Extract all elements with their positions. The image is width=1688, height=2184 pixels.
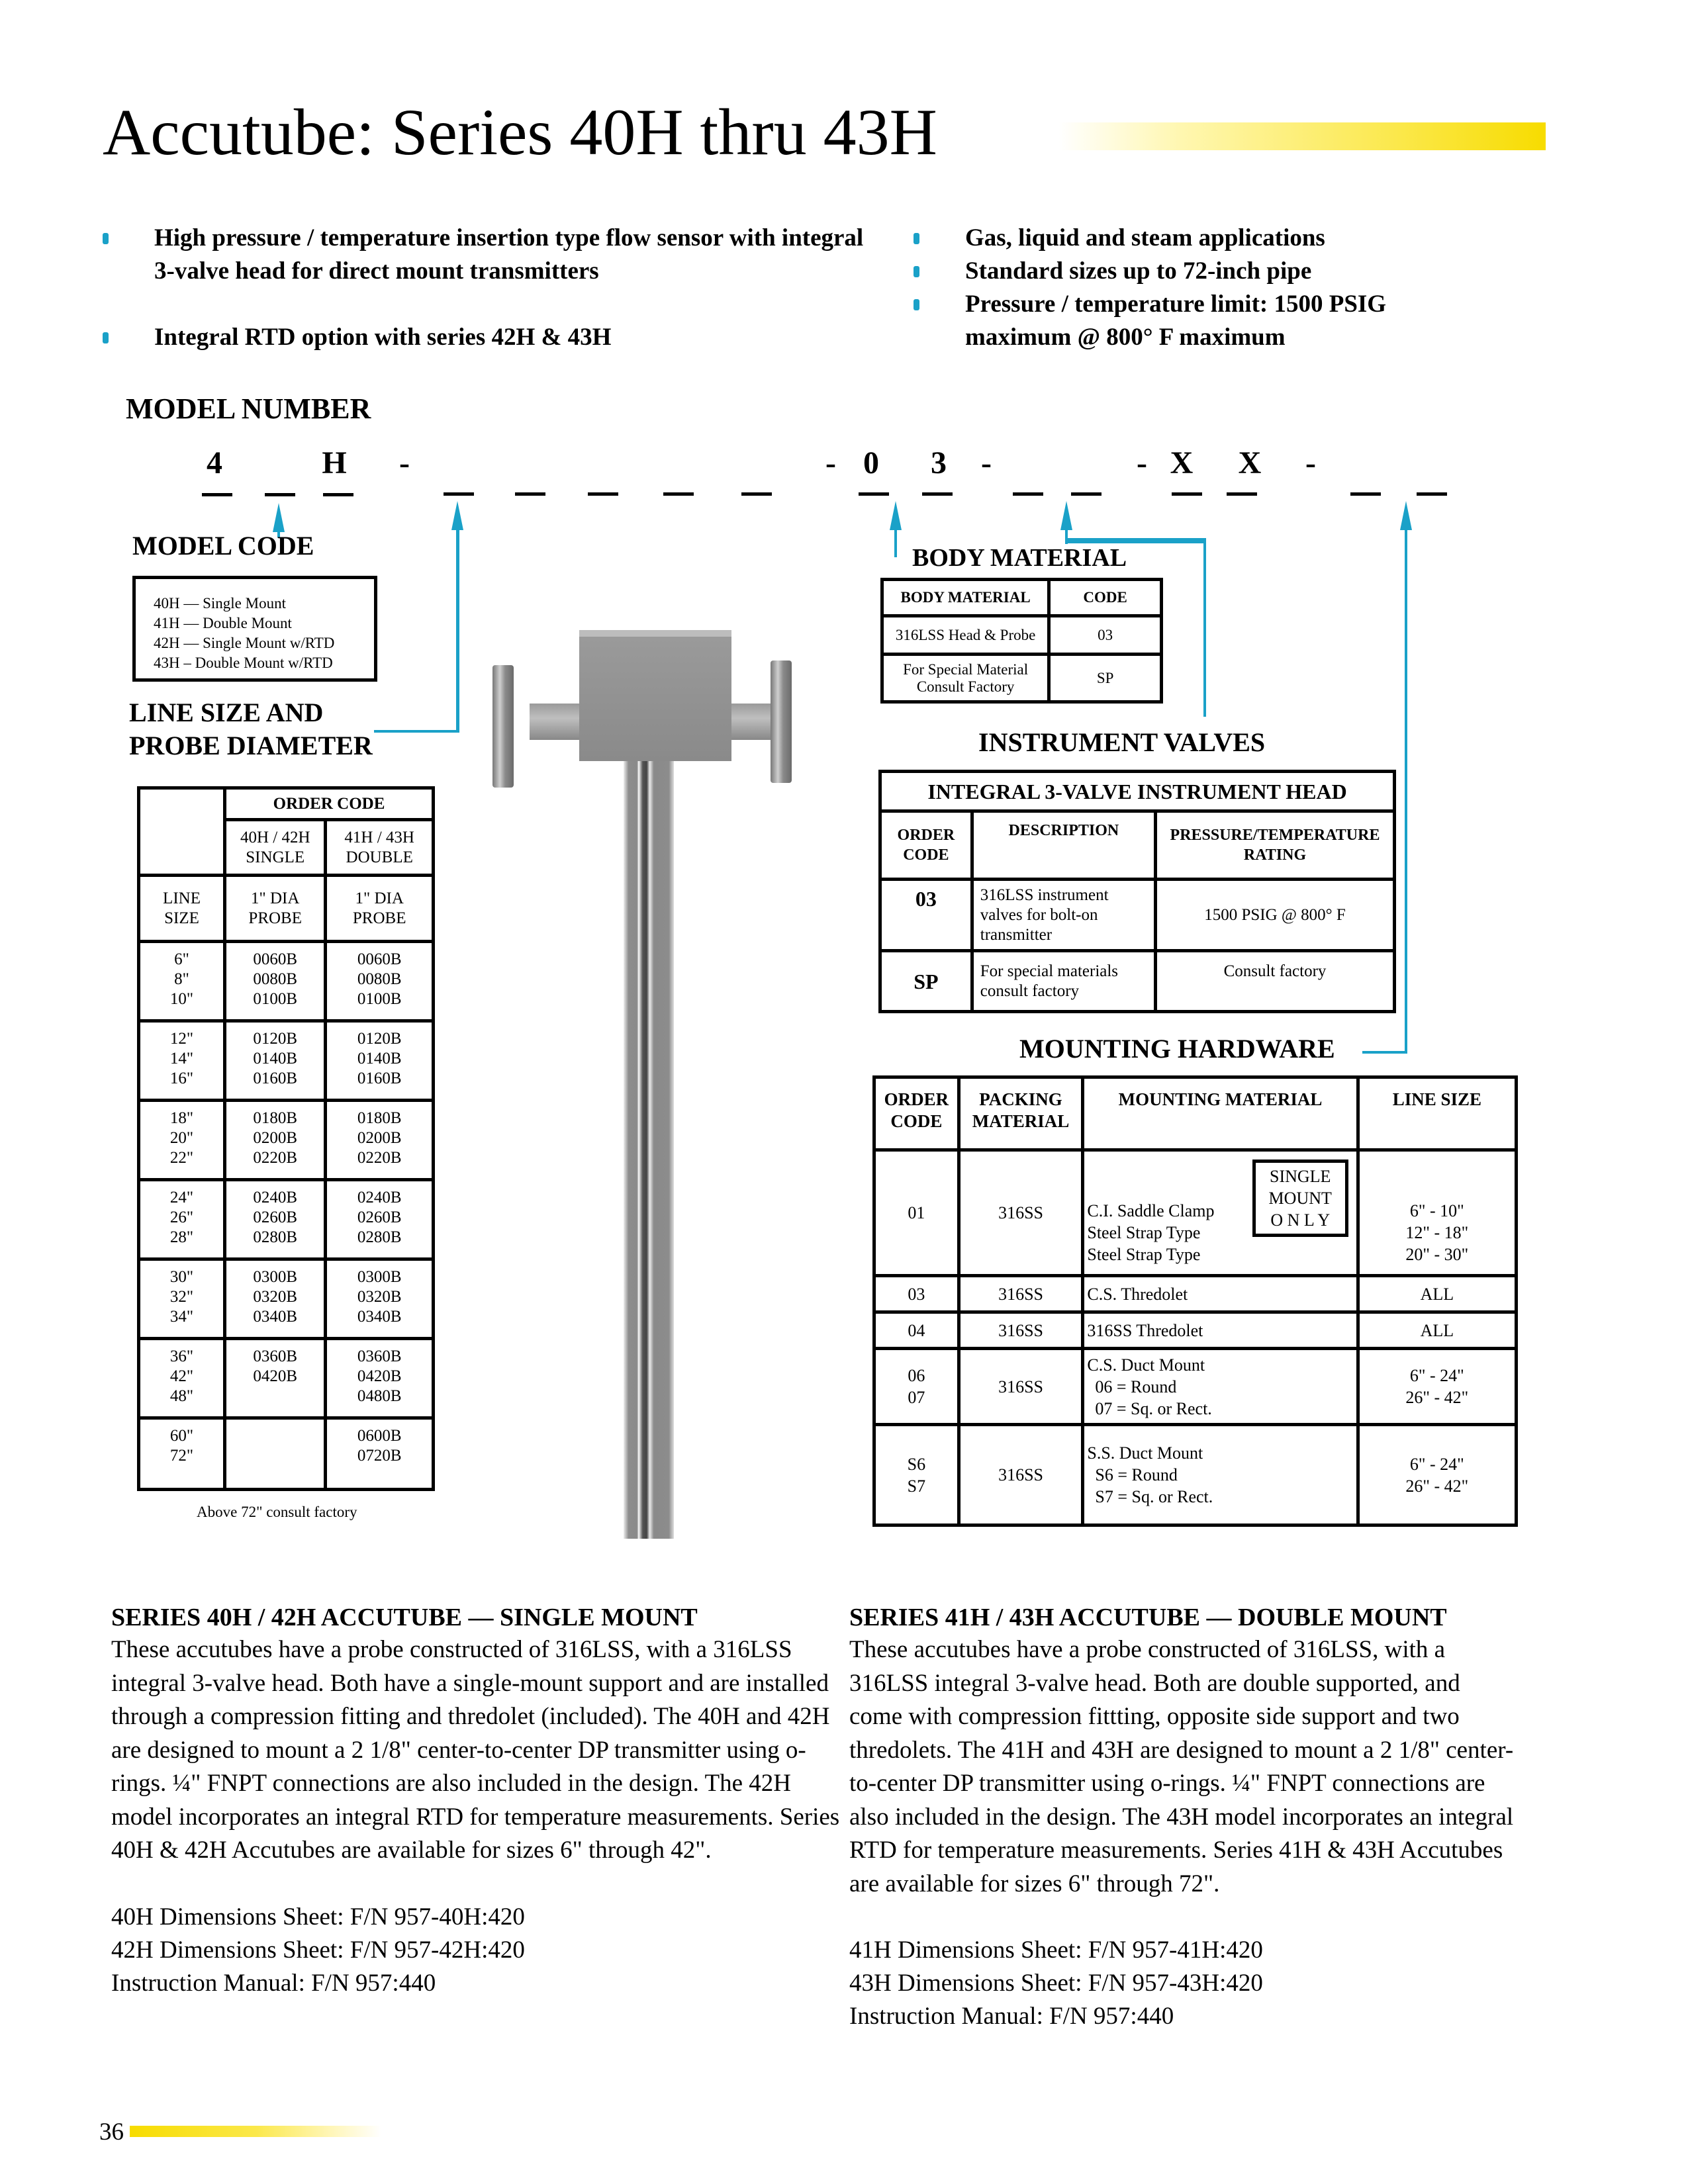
section-heading: SERIES 40H / 42H ACCUTUBE — SINGLE MOUNT [111,1604,698,1631]
model-blank [1227,492,1257,496]
column-header: PRESSURE/TEMPERATURE RATING [1156,811,1395,880]
single-mount-only-note: SINGLE MOUNT O N L Y [1252,1160,1348,1237]
double-code-cell: 0120B 0140B 0160B [326,1021,434,1101]
model-code-item: 43H – Double Mount w/RTD [154,655,333,671]
line-size-cell: 18" 20" 22" [139,1101,225,1180]
feature-item: High pressure / temperature insertion type flow sensor with integral 3-valve head for direct mount transmitters [103,222,864,288]
bullet-icon [914,299,919,310]
model-blank [1071,492,1102,496]
connector-line [374,730,459,733]
title-accent-bar [1059,122,1546,150]
mounting-material-cell: C.I. Saddle Clamp Steel Strap Type Steel Strap Type SINGLE MOUNT O N L Y [1083,1150,1358,1276]
line-size-header: LINE SIZE [139,876,225,942]
valve-handle [771,660,792,783]
table-row: For Special Material Consult Factory SP [882,655,1162,702]
model-blank [859,492,889,496]
packing-cell: 316SS [959,1425,1083,1525]
model-blank [444,492,474,496]
model-char: X [1170,445,1194,480]
order-code-cell: 03 [874,1276,959,1312]
reference-item: Instruction Manual: F/N 957:440 [849,2003,1174,2030]
model-code-item: 40H — Single Mount [154,595,286,612]
single-code-cell: 0120B 0140B 0160B [225,1021,326,1101]
body-material-table [880,578,1163,704]
arrow-up-icon [1400,501,1412,530]
packing-cell: 316SS [959,1150,1083,1276]
double-code-cell: 0360B 0420B 0480B [326,1339,434,1418]
table-row [874,1150,1517,1276]
order-code-cell: 04 [874,1312,959,1349]
model-code-heading: MODEL CODE [132,531,314,561]
order-code-cell: 01 [874,1150,959,1276]
model-char: X [1238,445,1262,480]
column-header: LINE SIZE [1358,1077,1516,1150]
line-size-row [139,1021,434,1101]
reference-item: 40H Dimensions Sheet: F/N 957-40H:420 [111,1903,525,1931]
double-code-cell: 0060B 0080B 0100B [326,942,434,1021]
double-mount-section [849,1602,1518,2033]
feature-item: Gas, liquid and steam applications [914,222,1509,255]
feature-item: Integral RTD option with series 42H & 43H [103,321,864,354]
bullet-icon [914,233,919,244]
single-code-cell: 0300B 0320B 0340B [225,1259,326,1339]
probe-diameter-heading: PROBE DIAMETER [129,731,373,760]
probe-stem [624,728,674,1539]
feature-item: Standard sizes up to 72-inch pipe [914,255,1509,288]
reference-item: 42H Dimensions Sheet: F/N 957-42H:420 [111,1936,525,1964]
reference-list [849,1934,1518,2033]
model-code-box [132,576,377,682]
order-code-cell: 06 07 [874,1349,959,1425]
column-header: ORDER CODE [880,811,972,880]
arrow-up-icon [1060,501,1072,530]
arrow-up-icon [890,501,902,530]
connector-line [456,527,459,733]
column-header: ORDER CODE [874,1077,959,1150]
body-material-heading: BODY MATERIAL [912,544,1127,572]
page-number: 36 [99,2118,124,2146]
mounting-material-cell: C.S. Thredolet [1083,1276,1358,1312]
table-row [874,1425,1517,1525]
model-blank [1172,492,1202,496]
line-size-cell: 6" 8" 10" [139,942,225,1021]
model-char: 4 [207,445,222,480]
valve-handle [492,665,514,788]
table-caption: INTEGRAL 3-VALVE INSTRUMENT HEAD [880,772,1395,811]
model-blank [202,493,232,496]
line-size-cell: 6" - 24" 26" - 42" [1358,1425,1516,1525]
single-code-cell: 0240B 0260B 0280B [225,1180,326,1259]
reference-item: 43H Dimensions Sheet: F/N 957-43H:420 [849,1970,1263,1997]
line-size-cell: 30" 32" 34" [139,1259,225,1339]
model-separator: - [399,445,410,480]
line-size-heading: LINE SIZE AND [129,698,324,727]
connector-line [1203,538,1206,717]
valve-head-block [579,630,731,761]
model-number-heading: MODEL NUMBER [126,392,371,425]
model-blank [588,492,618,496]
bullet-icon [914,266,919,277]
reference-item: Instruction Manual: F/N 957:440 [111,1969,436,1997]
model-blank [1350,492,1381,496]
table-row [874,1312,1517,1349]
single-code-cell: 0180B 0200B 0220B [225,1101,326,1180]
feature-item: Pressure / temperature limit: 1500 PSIG maximum @ 800° F maximum [914,288,1389,354]
feature-list-right [914,222,1509,354]
probe-header: 1" DIA PROBE [225,876,326,942]
double-code-cell: 0300B 0320B 0340B [326,1259,434,1339]
line-size-row [139,1339,434,1418]
column-header: CODE [1049,580,1162,616]
line-size-cell: 6" - 24" 26" - 42" [1358,1349,1516,1425]
line-size-cell: 6" - 10" 12" - 18" 20" - 30" [1358,1150,1516,1276]
model-blank [1013,492,1043,496]
instrument-valves-table [878,770,1396,1013]
line-size-footnote: Above 72" consult factory [197,1504,357,1520]
model-code-item: 42H — Single Mount w/RTD [154,635,335,651]
mounting-hardware-heading: MOUNTING HARDWARE [1019,1034,1335,1064]
line-size-row [139,942,434,1021]
single-header: 40H / 42H SINGLE [225,820,326,876]
arrow-up-icon [451,501,463,530]
model-separator: - [825,445,836,480]
line-size-row [139,1418,434,1490]
packing-cell: 316SS [959,1349,1083,1425]
model-char: H [322,445,347,480]
packing-cell: 316SS [959,1312,1083,1349]
single-code-cell: 0360B 0420B [225,1339,326,1418]
single-mount-section [111,1602,853,2000]
column-header: BODY MATERIAL [882,580,1049,616]
line-size-cell: 36" 42" 48" [139,1339,225,1418]
arrow-up-icon [273,503,285,532]
line-size-cell: 24" 26" 28" [139,1180,225,1259]
double-code-cell: 0600B 0720B [326,1418,434,1490]
table-row [874,1349,1517,1425]
reference-item: 41H Dimensions Sheet: F/N 957-41H:420 [849,1936,1263,1964]
table-row: SP For special materials consult factory Consult factory [880,951,1395,1012]
page-title: Accutube: Series 40H thru 43H [103,95,937,169]
table-row [874,1276,1517,1312]
model-separator: - [1137,445,1147,480]
instrument-valves-heading: INSTRUMENT VALVES [978,727,1266,757]
double-code-cell: 0180B 0200B 0220B [326,1101,434,1180]
double-code-cell: 0240B 0260B 0280B [326,1180,434,1259]
table-row: 316LSS Head & Probe 03 [882,616,1162,655]
bullet-icon [103,233,109,244]
line-size-row [139,1259,434,1339]
order-code-cell: S6 S7 [874,1425,959,1525]
bullet-icon [103,332,109,343]
connector-line [894,527,897,557]
line-size-table [137,786,435,1491]
probe-header: 1" DIA PROBE [326,876,434,942]
model-blank [741,492,772,496]
section-body: These accutubes have a probe constructed of 316LSS, with a 316LSS integral 3-valve head. Both have a single-mount support and are installed through a compression fitting and thredolet (included). The 40H and 42H are designed to mount a 2 1/8" center-to-center DP transmitter using o-rings. ¼" FNPT connections are also included in the design. The 42H model incorporates an integral RTD for temperature measurements. Series 40H & 42H Accutubes are available for sizes 6" through 42". [111,1636,840,1864]
line-size-cell: 60" 72" [139,1418,225,1490]
line-size-cell: ALL [1358,1312,1516,1349]
line-size-cell: ALL [1358,1276,1516,1312]
footer-accent-bar [130,2126,381,2137]
mounting-material-cell: S.S. Duct Mount S6 = Round S7 = Sq. or Rect. [1083,1425,1358,1525]
section-heading: SERIES 41H / 43H ACCUTUBE — DOUBLE MOUNT [849,1604,1447,1631]
model-blank [515,492,545,496]
model-blank [1417,492,1447,496]
connector-line [1362,1051,1407,1054]
mounting-material-cell: C.S. Duct Mount 06 = Round 07 = Sq. or Rect. [1083,1349,1358,1425]
double-header: 41H / 43H DOUBLE [326,820,434,876]
model-code-item: 41H — Double Mount [154,615,292,631]
line-size-cell: 12" 14" 16" [139,1021,225,1101]
column-header: DESCRIPTION [972,811,1155,880]
mounting-hardware-table [872,1075,1518,1527]
model-separator: - [1305,445,1316,480]
section-body: These accutubes have a probe constructed of 316LSS, with a 316LSS integral 3-valve head. Both are double supported, and come with compression fittting, opposite side support and two thredolets. The 41H and 43H are designed to mount a 2 1/8" center-to-center DP transmitter using o-rings. ¼" FNPT connections are also included in the design. The 43H model incorporates an integral RTD for temperature measurements. Series 41H & 43H Accutubes are available for sizes 6" through 72". [849,1636,1514,1897]
mounting-material-cell: 316SS Thredolet [1083,1312,1358,1349]
table-row: 03 316LSS instrument valves for bolt-on transmitter 1500 PSIG @ 800° F [880,880,1395,951]
model-char: 3 [931,445,947,480]
order-code-header: ORDER CODE [225,788,434,820]
single-code-cell [225,1418,326,1490]
column-header: MOUNTING MATERIAL [1083,1077,1358,1150]
empty-header-cell [139,788,225,876]
connector-line [1405,527,1407,1054]
model-separator: - [981,445,992,480]
reference-list [111,1901,853,2000]
model-blank [922,492,953,496]
line-size-row [139,1180,434,1259]
model-blank [663,492,694,496]
model-char: 0 [863,445,879,480]
packing-cell: 316SS [959,1276,1083,1312]
single-code-cell: 0060B 0080B 0100B [225,942,326,1021]
model-blank [265,493,295,496]
valve-fitting [530,704,579,740]
model-blank [323,493,353,496]
feature-list-left [103,222,864,354]
line-size-row [139,1101,434,1180]
column-header: PACKING MATERIAL [959,1077,1083,1150]
